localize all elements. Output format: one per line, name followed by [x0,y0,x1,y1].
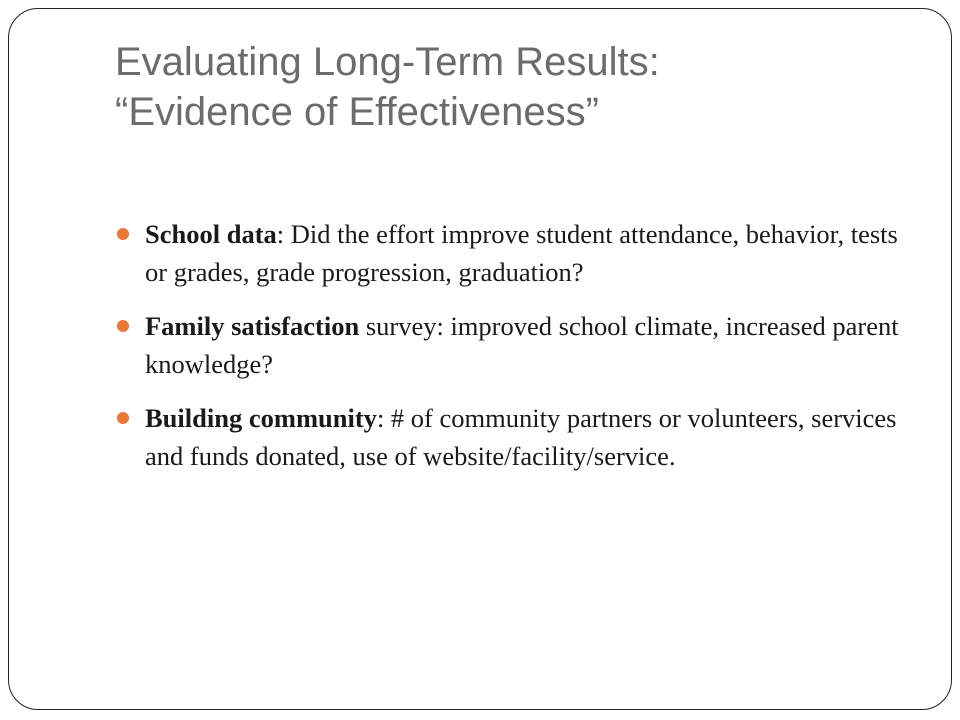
slide [8,8,952,710]
bullet-text: : # of community partners or volunteers, services and funds donated, use of website/facility/service. [145,403,897,471]
bullet-heading: School data [145,219,277,249]
bullet-heading: Family satisfaction [145,311,360,341]
bullet-text: survey: improved school climate, increased parent knowledge? [145,311,899,379]
bullet-dot-icon [117,412,129,424]
bullet-dot-icon [117,320,129,332]
bullet-school-data [115,215,905,291]
bullet-dot-icon [117,228,129,240]
title-line-1: Evaluating Long-Term Results: [115,40,660,84]
bullet-family-satisfaction [115,307,905,383]
slide-title [115,37,915,137]
bullet-list [115,215,905,491]
bullet-heading: Building community [145,403,377,433]
title-line-2: “Evidence of Effectiveness” [115,90,599,134]
bullet-building-community [115,399,905,475]
bullet-text: : Did the effort improve student attendance, behavior, tests or grades, grade progression, graduation? [145,219,898,287]
